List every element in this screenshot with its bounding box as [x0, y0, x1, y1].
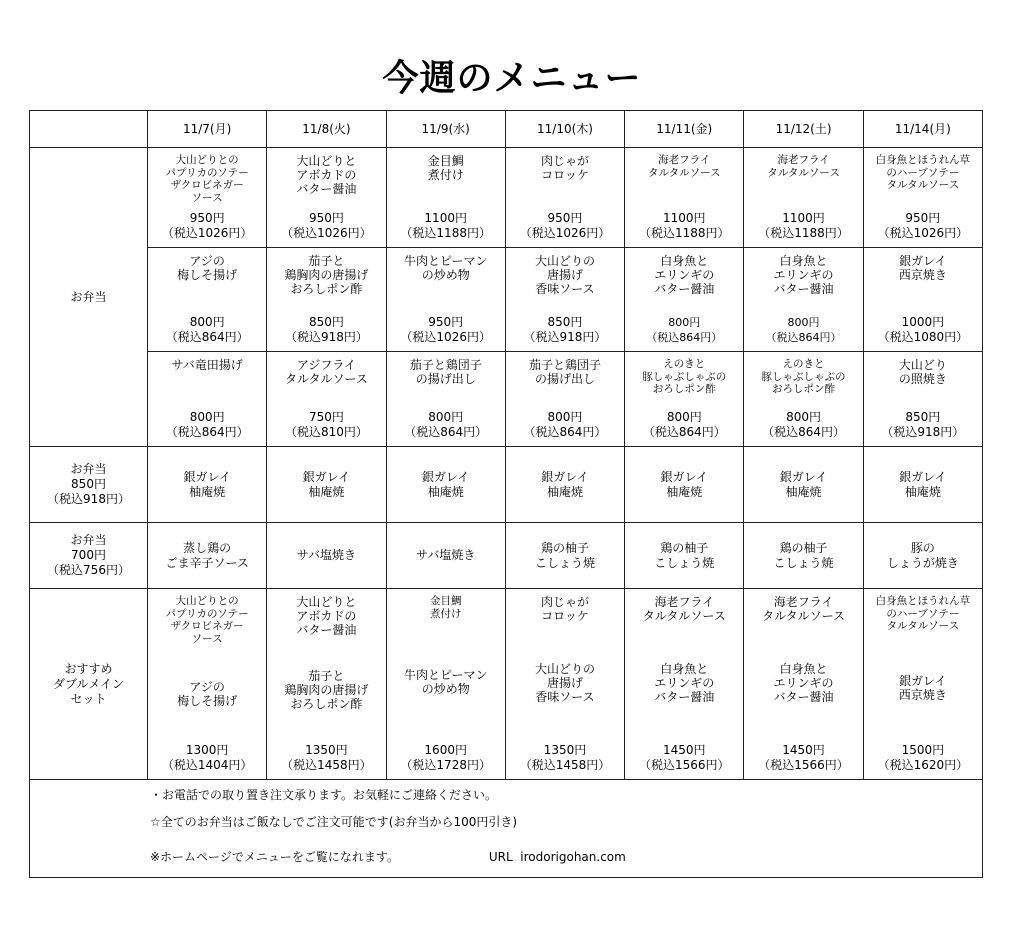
row-label-cell [30, 523, 148, 589]
bento-row [30, 148, 983, 248]
dish-name: えのきと 豚しゃぶしゃぶの おろしポン酢 [642, 358, 727, 395]
set-cell [744, 589, 863, 780]
dish-name: 鶏の柚子 こしょう焼 [534, 540, 595, 570]
menu-cell [505, 148, 624, 248]
menu-cell [267, 148, 386, 248]
set-main1: 金目鯛 煮付け [429, 595, 462, 620]
dish-name: 大山どりとの パプリカのソテー ザクロビネガー ソース [165, 154, 249, 204]
dish-name: 銀ガレイ 柚庵焼 [899, 469, 947, 499]
double-set-row [30, 589, 983, 780]
menu-cell [148, 148, 267, 248]
dish-price: 1000円 （税込1080円） [877, 315, 969, 344]
menu-cell [744, 447, 863, 523]
date-header: 11/12(土) [744, 111, 863, 148]
menu-cell [863, 523, 982, 589]
set-main1: 海老フライ タルタルソース [642, 595, 726, 623]
dish-price: 950円 （税込1026円） [400, 315, 491, 344]
dish-name: えのきと 豚しゃぶしゃぶの おろしポン酢 [761, 358, 846, 395]
menu-cell [505, 248, 624, 352]
set-main1: 大山どりとの パプリカのソテー ザクロビネガー ソース [165, 595, 249, 645]
dish-name: 大山どり の照焼き [898, 358, 947, 386]
dish-name: 牛肉とピーマン の炒め物 [403, 254, 488, 282]
menu-cell [625, 248, 744, 352]
dish-price: 800円 （税込864円） [165, 315, 249, 344]
row-label: お弁当 700円 （税込756円） [47, 533, 130, 577]
set-price: 1350円 （税込1458円） [281, 743, 372, 772]
dish-price: 800円 （税込864円） [642, 410, 726, 439]
dish-name: 豚の しょうが焼き [886, 540, 959, 570]
dish-name: 白身魚とほうれん草 のハーブソテー タルタルソース [875, 154, 971, 191]
dish-price: 1100円 （税込1188円） [638, 211, 730, 240]
dish-price: 750円 （税込810円） [284, 410, 368, 439]
set-main1: 肉じゃが コロッケ [540, 595, 589, 623]
dish-name: 海老フライ タルタルソース [647, 154, 721, 179]
note-website: ※ホームページでメニューをご覧になれます。 [150, 850, 399, 864]
note-phone-order: ・お電話での取り置き注文承ります。お気軽にご連絡ください。 [150, 788, 498, 802]
set-main2: 大山どりの 唐揚げ 香味ソース [534, 662, 595, 704]
menu-cell [744, 523, 863, 589]
dish-price: 800円 （税込864円） [765, 316, 842, 344]
dish-name: アジフライ タルタルソース [284, 358, 368, 386]
row-label: お弁当 850円 （税込918円） [47, 462, 130, 506]
menu-cell [267, 248, 386, 352]
menu-cell [386, 447, 505, 523]
set-cell [148, 589, 267, 780]
dish-name: サバ塩焼き [416, 548, 476, 562]
bento-700-row [30, 523, 983, 589]
date-header: 11/9(水) [386, 111, 505, 148]
bento-label [30, 148, 148, 447]
dish-name: 肉じゃが コロッケ [540, 154, 589, 182]
dish-name: 金目鯛 煮付け [427, 154, 464, 182]
dish-name: 大山どりと アボカドの バター醤油 [296, 154, 357, 196]
dish-name: 茄子と鶏団子 の揚げ出し [528, 358, 601, 386]
dish-name: 白身魚と エリンギの バター醤油 [654, 254, 715, 296]
bento-850-row [30, 447, 983, 523]
dish-price: 800円 （税込864円） [523, 410, 607, 439]
menu-cell [148, 248, 267, 352]
menu-cell [863, 352, 982, 447]
menu-cell [267, 447, 386, 523]
menu-cell [625, 352, 744, 447]
set-cell [625, 589, 744, 780]
menu-cell [505, 523, 624, 589]
dish-name: 茄子と鶏団子 の揚げ出し [409, 358, 482, 386]
dish-name: 銀ガレイ 柚庵焼 [779, 469, 828, 499]
menu-cell [386, 352, 505, 447]
page-title: 今週のメニュー [382, 58, 642, 99]
menu-cell [267, 352, 386, 447]
date-header: 11/14(月) [863, 111, 982, 148]
dish-name: 銀ガレイ 柚庵焼 [422, 469, 470, 499]
dish-name: 銀ガレイ 柚庵焼 [302, 469, 351, 499]
dish-price: 950円 （税込1026円） [519, 211, 611, 240]
dish-name: 銀ガレイ 柚庵焼 [183, 469, 231, 499]
dish-price: 1100円 （税込1188円） [400, 211, 491, 240]
set-main2: アジの 梅しそ揚げ [177, 680, 238, 708]
weekly-menu-table [29, 110, 983, 878]
dish-name: 大山どりの 唐揚げ 香味ソース [534, 254, 595, 296]
set-main2: 牛肉とピーマン の炒め物 [403, 667, 488, 696]
menu-cell [386, 148, 505, 248]
notes-row [30, 780, 983, 878]
website-url-link[interactable]: URL irodorigohan.com [488, 850, 626, 864]
menu-cell [863, 248, 982, 352]
menu-cell [744, 248, 863, 352]
date-header: 11/7(月) [148, 111, 267, 148]
set-price: 1450円 （税込1566円） [758, 743, 849, 772]
row-label-cell [30, 447, 148, 523]
menu-cell [505, 352, 624, 447]
dish-price: 800円 （税込864円） [762, 410, 845, 439]
dish-name: 銀ガレイ 柚庵焼 [660, 469, 708, 499]
dish-name: 鶏の柚子 こしょう焼 [773, 540, 834, 570]
row-label: おすすめ ダブルメイン セット [53, 661, 124, 706]
set-main2: 白身魚と エリンギの バター醤油 [773, 662, 834, 704]
dish-price: 950円 （税込1026円） [877, 211, 969, 240]
date-header: 11/11(金) [625, 111, 744, 148]
menu-cell [625, 148, 744, 248]
dish-price: 800円 （税込864円） [165, 410, 249, 439]
menu-cell [148, 352, 267, 447]
notes-cell [30, 780, 983, 878]
note-no-rice: ☆全てのお弁当はご飯なしでご注文可能です(お弁当から100円引き) [150, 815, 518, 829]
dish-price: 800円 （税込864円） [404, 410, 488, 439]
dish-name: 海老フライ タルタルソース [767, 154, 840, 179]
date-header: 11/10(木) [505, 111, 624, 148]
dish-price: 850円 （税込918円） [523, 315, 607, 344]
dish-price: 950円 （税込1026円） [281, 211, 372, 240]
set-main2: 銀ガレイ 西京焼き [898, 673, 947, 702]
bento-row [30, 248, 983, 352]
set-main1: 海老フライ タルタルソース [762, 595, 845, 623]
menu-cell [148, 523, 267, 589]
note-website-row [150, 842, 980, 877]
bento-row [30, 352, 983, 447]
set-price: 1600円 （税込1728円） [400, 743, 491, 772]
set-main2: 白身魚と エリンギの バター醤油 [654, 662, 715, 704]
menu-cell [744, 148, 863, 248]
menu-cell [386, 523, 505, 589]
set-cell [386, 589, 505, 780]
set-price: 1450円 （税込1566円） [638, 743, 730, 772]
set-price: 1500円 （税込1620円） [877, 743, 969, 772]
set-main1: 白身魚とほうれん草 のハーブソテー タルタルソース [875, 595, 971, 632]
menu-cell [625, 447, 744, 523]
set-main2: 茄子と 鶏胸肉の唐揚げ おろしポン酢 [284, 669, 369, 711]
menu-cell [505, 447, 624, 523]
menu-cell [863, 148, 982, 248]
menu-cell [744, 352, 863, 447]
set-cell [505, 589, 624, 780]
row-label-cell [30, 589, 148, 780]
set-cell [267, 589, 386, 780]
menu-cell [386, 248, 505, 352]
dish-price: 1100円 （税込1188円） [758, 211, 849, 240]
set-price: 1300円 （税込1404円） [161, 743, 253, 772]
dish-name: 茄子と 鶏胸肉の唐揚げ おろしポン酢 [284, 254, 369, 296]
menu-cell [625, 523, 744, 589]
corner-cell [30, 111, 148, 148]
row-label: お弁当 [70, 289, 107, 304]
dish-name: サバ竜田揚げ [171, 358, 243, 372]
dish-name: サバ塩焼き [296, 548, 357, 562]
dish-name: 銀ガレイ 柚庵焼 [541, 469, 589, 499]
set-price: 1350円 （税込1458円） [519, 743, 611, 772]
menu-cell [863, 447, 982, 523]
set-main1: 大山どりと アボカドの バター醤油 [296, 595, 357, 637]
dish-price: 800円 （税込864円） [646, 316, 723, 344]
dish-name: 蒸し鶏の ごま辛子ソース [165, 540, 249, 570]
dish-name: 鶏の柚子 こしょう焼 [654, 540, 715, 570]
dish-price: 950円 （税込1026円） [161, 211, 253, 240]
date-header: 11/8(火) [267, 111, 386, 148]
date-header-row [30, 111, 983, 148]
dish-price: 850円 （税込918円） [284, 315, 368, 344]
dish-name: アジの 梅しそ揚げ [177, 254, 238, 282]
menu-cell [267, 523, 386, 589]
set-cell [863, 589, 982, 780]
dish-name: 白身魚と エリンギの バター醤油 [773, 254, 834, 296]
dish-price: 850円 （税込918円） [881, 410, 965, 439]
menu-cell [148, 447, 267, 523]
dish-name: 銀ガレイ 西京焼き [898, 254, 947, 282]
